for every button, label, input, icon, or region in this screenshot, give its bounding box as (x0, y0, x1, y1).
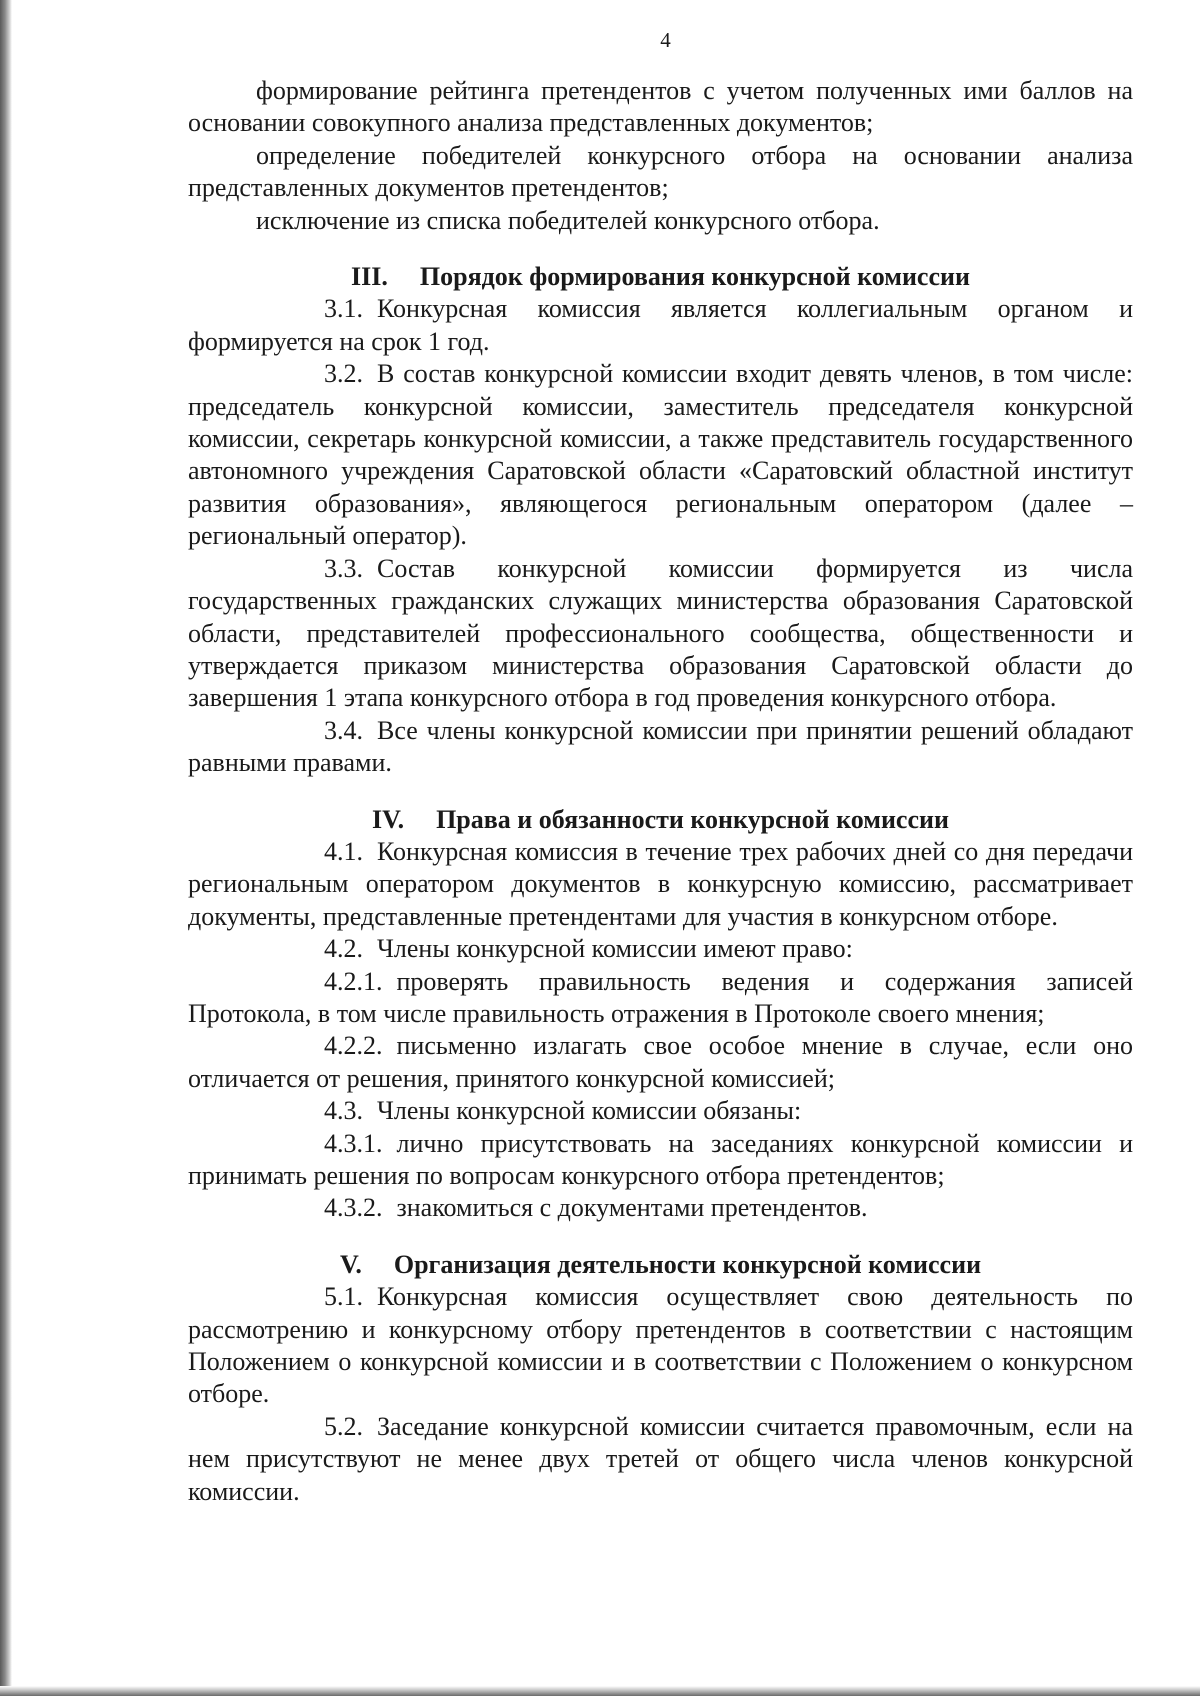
clause-number: 3.4. (324, 715, 363, 745)
clause-3-2 (188, 358, 1133, 552)
clause-text: Члены конкурсной комиссии имеют право: (377, 934, 853, 964)
scan-edge-bottom (0, 1686, 1200, 1696)
clause-text: Члены конкурсной комиссии обязаны: (377, 1096, 802, 1126)
intro-paragraph: определение победителей конкурсного отбора на основании анализа представленных документов претендентов; (188, 140, 1133, 203)
clause-4-2 (188, 933, 1133, 965)
clause-5-2 (188, 1411, 1133, 1508)
clause-text: лично присутствовать на заседаниях конкурсной комиссии и принимать решения по вопросам конкурсного отбора претендентов; (188, 1128, 1133, 1190)
clause-text: Заседание конкурсной комиссии считается правомочным, если на нем присутствуют не менее двух третей от общего числа членов конкурсной комиссии. (188, 1411, 1133, 1506)
clause-text: письменно излагать свое особое мнение в случае, если оно отличается от решения, принятого конкурсной комиссией; (188, 1031, 1133, 1093)
section-5-title: Организация деятельности конкурсной комиссии (393, 1249, 982, 1279)
clause-text: В состав конкурсной комиссии входит девять членов, в том числе: председатель конкурсной комиссии, заместитель председателя конкурсной комиссии, секретарь конкурсной комиссии, а также представитель государственного автономного учреждения Саратовской области «Саратовский областной институт развития образования», являющегося региональным оператором (далее – региональный оператор). (188, 359, 1133, 551)
clause-text: знакомиться с документами претендентов. (396, 1193, 868, 1223)
clause-number: 4.3. (324, 1096, 363, 1126)
clause-4-3-2 (188, 1192, 1133, 1224)
clause-5-1 (188, 1281, 1133, 1411)
clause-number: 5.2. (324, 1411, 363, 1441)
section-4-title: Права и обязанности конкурсной комиссии (436, 804, 949, 834)
clause-4-3 (188, 1095, 1133, 1127)
clause-number: 3.3. (324, 553, 363, 583)
clause-text: Конкурсная комиссия осуществляет свою деятельность по рассмотрению и конкурсному отбору претендентов в соответствии с настоящим Положением о конкурсной комиссии и в соответствии с Положением о конкурсном отборе. (188, 1282, 1133, 1409)
section-gap (188, 1225, 1133, 1249)
clause-4-3-1 (188, 1128, 1133, 1193)
scan-edge-left (0, 0, 12, 1696)
clause-3-1 (188, 293, 1133, 358)
section-3-number: III. (351, 262, 388, 292)
document-page (188, 28, 1133, 1508)
clause-number: 4.3.2. (324, 1193, 383, 1223)
clause-number: 4.1. (324, 836, 363, 866)
clause-3-4 (188, 715, 1133, 780)
clause-text: Состав конкурсной комиссии формируется из числа государственных гражданских служащих министерства образования Саратовской области, представителей профессионального сообщества, общественности и утверждается приказом министерства образования Саратовской области до завершения 1 этапа конкурсного отбора в год проведения конкурсного отбора. (188, 553, 1133, 713)
clause-number: 4.2. (324, 934, 363, 964)
clause-number: 3.1. (324, 294, 363, 324)
clause-4-1 (188, 836, 1133, 933)
section-5-heading (188, 1249, 1133, 1281)
section-gap (188, 780, 1133, 804)
clause-3-3 (188, 553, 1133, 715)
clause-number: 4.2.2. (324, 1031, 383, 1061)
clause-text: Конкурсная комиссия в течение трех рабочих дней со дня передачи региональным оператором документов в конкурсную комиссию, рассматривает документы, представленные претендентами для участия в конкурсном отборе. (188, 836, 1133, 931)
page-number: 4 (660, 28, 671, 52)
section-gap (188, 237, 1133, 261)
clause-4-2-2 (188, 1030, 1133, 1095)
section-3-heading (188, 261, 1133, 293)
clause-number: 4.3.1. (324, 1128, 383, 1158)
section-3-title: Порядок формирования конкурсной комиссии (419, 262, 970, 292)
intro-paragraph: формирование рейтинга претендентов с учетом полученных ими баллов на основании совокупного анализа представленных документов; (188, 76, 1133, 138)
intro-paragraph: исключение из списка победителей конкурсного отбора. (256, 205, 880, 235)
section-4-number: IV. (372, 804, 405, 834)
section-5-number: V. (339, 1249, 362, 1279)
clause-4-2-1 (188, 966, 1133, 1031)
section-4-heading (188, 804, 1133, 836)
clause-text: Конкурсная комиссия является коллегиальным органом и формируется на срок 1 год. (188, 294, 1133, 356)
clause-text: Все члены конкурсной комиссии при принятии решений обладают равными правами. (188, 715, 1133, 778)
clause-text: проверять правильность ведения и содержания записей Протокола, в том числе правильность отражения в Протоколе своего мнения; (188, 966, 1133, 1028)
clause-number: 4.2.1. (324, 966, 383, 996)
clause-number: 5.1. (324, 1282, 363, 1312)
clause-number: 3.2. (324, 359, 363, 389)
